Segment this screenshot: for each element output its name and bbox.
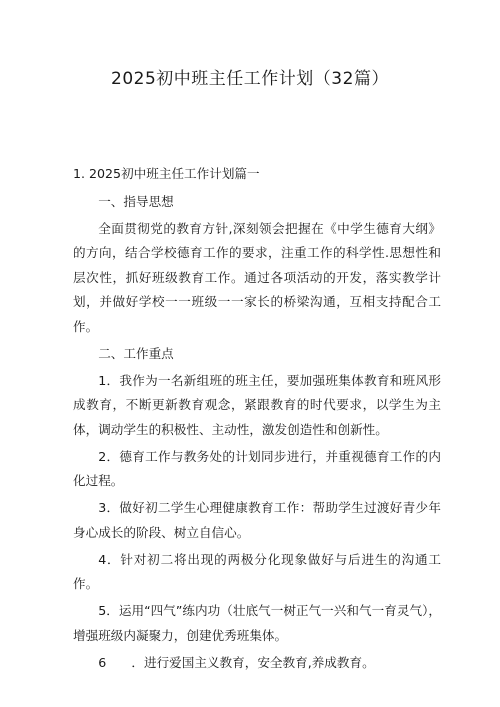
list-item-4: 4．针对初二将出现的两极分化现象做好与后进生的沟通工作。 [73,551,441,591]
section-title: 1. 2025初中班主任工作计划篇一 [73,166,260,181]
heading-work-focus: 二、工作重点 [98,345,174,361]
list-item-2: 2．德育工作与教务处的计划同步进行，并重视德育工作的内化过程。 [73,448,441,488]
paragraph-guiding-ideology: 全面贯彻党的教育方针,深刻领会把握在《中学生德育大纲》的方向，结合学校德育工作的要求，注重工作的科学性.思想性和层次性，抓好班级教育工作。通过各项活动的开发，落实教学计划，并做好学校一一班级一一家长的桥梁沟通，互相支持配合工作。 [73,220,441,334]
list-item-1: 1．我作为一名新组班的班主任，要加强班集体教育和班风形成教育，不断更新教育观念，紧跟教育的时代要求，以学生为主体，调动学生的积极性、主动性，激发创造性和创新性。 [73,372,441,437]
document-title: 2025初中班主任工作计划（32篇） [111,69,389,89]
heading-guiding-ideology: 一、指导思想 [98,193,174,209]
document-body [73,162,441,678]
list-item-5: 5．运用“四气”练内功（壮底气一树正气一兴和气一育灵气），增强班级内凝聚力，创建优秀班集体。 [73,603,441,643]
list-item-3: 3．做好初二学生心理健康教育工作：帮助学生过渡好青少年身心成长的阶段、树立自信心。 [73,500,441,540]
list-item-6: 6 ．进行爱国主义教育，安全教育,养成教育。 [98,654,375,670]
